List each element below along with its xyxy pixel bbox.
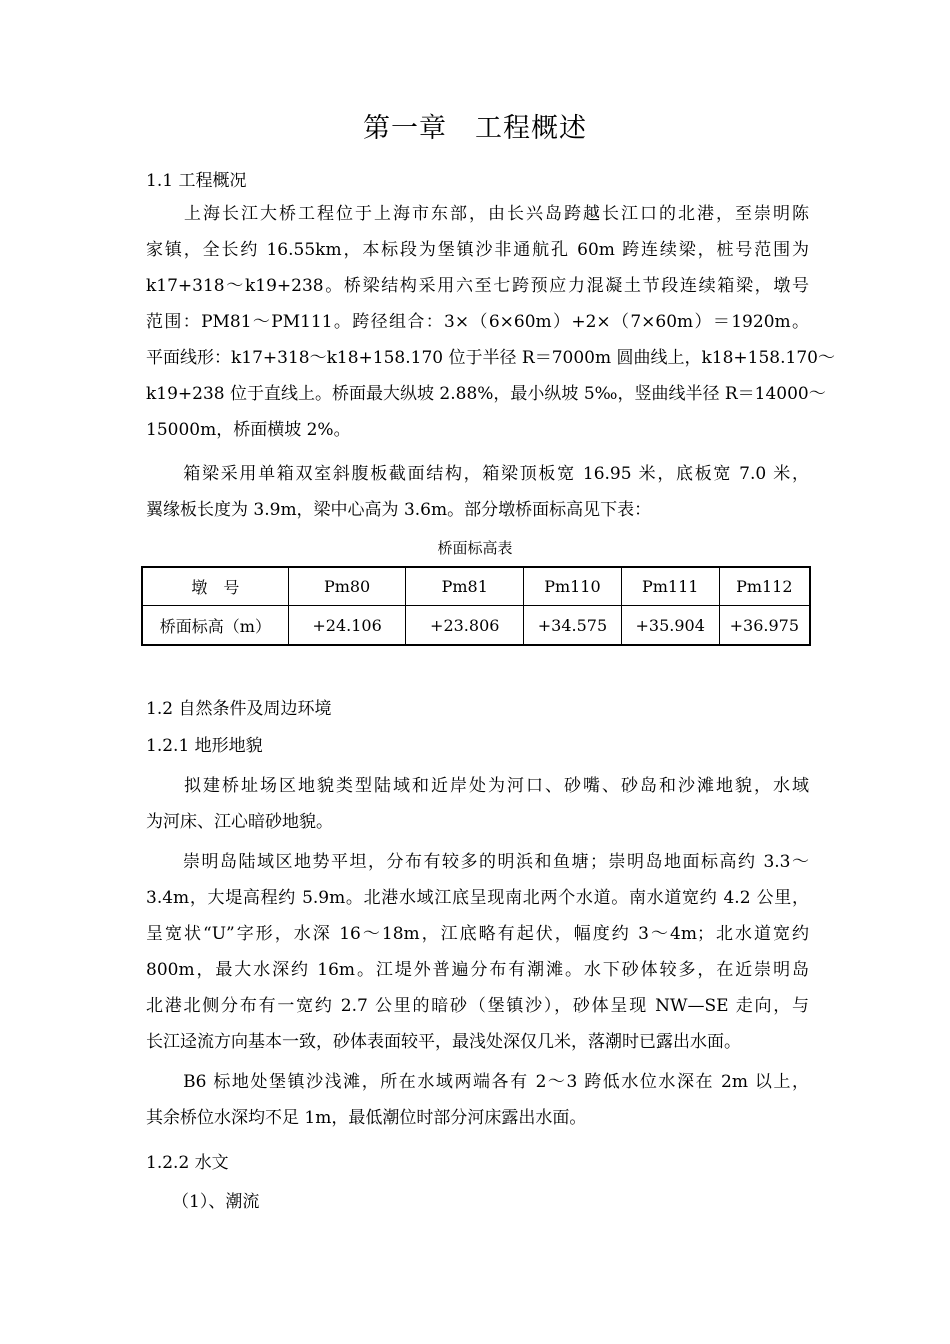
paragraph-line: 崇明岛陆域区地势平坦，分布有较多的明浜和鱼塘；崇明岛地面标高约 3.3～ [146,852,809,872]
paragraph-line: 平面线形：k17+318～k18+158.170 位于半径 R＝7000m 圆曲线上，k18+158.170～ [146,348,835,368]
paragraph-line: 拟建桥址场区地貌类型陆域和近岸处为河口、砂嘴、砂岛和沙滩地貌，水域 [146,776,809,796]
section-heading-1-2: 1.2 自然条件及周边环境 [146,699,332,719]
section-heading-1-1: 1.1 工程概况 [146,171,247,191]
paragraph-line: 长江迳流方向基本一致，砂体表面较平，最浅处深仅几米，落潮时已露出水面。 [146,1032,741,1052]
section-heading-1-2-1: 1.2.1 地形地貌 [146,736,263,756]
paragraph-line: 呈宽状“U”字形，水深 16～18m，江底略有起伏，幅度约 3～4m；北水道宽约 [146,924,809,944]
table-cell: Pm80 [288,567,406,606]
paragraph-line: k17+318～k19+238。桥梁结构采用六至七跨预应力混凝土节段连续箱梁，墩号 [146,276,809,296]
paragraph-line: 3.4m，大堤高程约 5.9m。北港水域江底呈现南北两个水道。南水道宽约 4.2 公里， [146,888,809,908]
table-caption: 桥面标高表 [437,539,513,557]
paragraph-line: B6 标地处堡镇沙浅滩，所在水域两端各有 2～3 跨低水位水深在 2m 以上， [146,1072,809,1092]
table-cell: +35.904 [621,606,719,646]
table-row [142,567,810,606]
table-cell: +23.806 [406,606,524,646]
paragraph-line: k19+238 位于直线上。桥面最大纵坡 2.88%，最小纵坡 5‰，竖曲线半径 R＝14000～ [146,384,826,404]
paragraph-line: 其余桥位水深均不足 1m，最低潮位时部分河床露出水面。 [146,1108,587,1128]
chapter-title: 第一章 工程概述 [363,113,587,144]
paragraph-line: 北港北侧分布有一宽约 2.7 公里的暗砂（堡镇沙），砂体呈现 NW—SE 走向，与 [146,996,809,1016]
paragraph-line: 家镇，全长约 16.55km，本标段为堡镇沙非通航孔 60m 跨连续梁，桩号范围为 [146,240,809,260]
paragraph-line: 800m，最大水深约 16m。江堤外普遍分布有潮滩。水下砂体较多，在近崇明岛 [146,960,809,980]
paragraph-line: 箱梁采用单箱双室斜腹板截面结构，箱梁顶板宽 16.95 米，底板宽 7.0 米， [146,464,809,484]
table-cell: +36.975 [719,606,810,646]
table-row-header: 桥面标高（m） [142,606,288,646]
table-cell: Pm110 [524,567,622,606]
table-cell: +34.575 [524,606,622,646]
table-cell: Pm112 [719,567,810,606]
paragraph-line: 范围：PM81～PM111。跨径组合：3×（6×60m）+2×（7×60m）＝1920m。 [146,312,809,332]
paragraph-line: 15000m，桥面横坡 2%。 [146,420,351,440]
section-heading-1-2-2: 1.2.2 水文 [146,1153,229,1173]
subsection-label: （1）、潮流 [172,1192,260,1212]
paragraph-line: 翼缘板长度为 3.9m，梁中心高为 3.6m。部分墩桥面标高见下表： [146,500,652,520]
table-row-header: 墩 号 [142,567,288,606]
table-cell: +24.106 [288,606,406,646]
paragraph-line: 为河床、江心暗砂地貌。 [146,812,333,832]
table-cell: Pm81 [406,567,524,606]
table-cell: Pm111 [621,567,719,606]
table-row [142,606,810,646]
paragraph-line: 上海长江大桥工程位于上海市东部，由长兴岛跨越长江口的北港，至崇明陈 [146,204,809,224]
elevation-table [141,566,811,646]
